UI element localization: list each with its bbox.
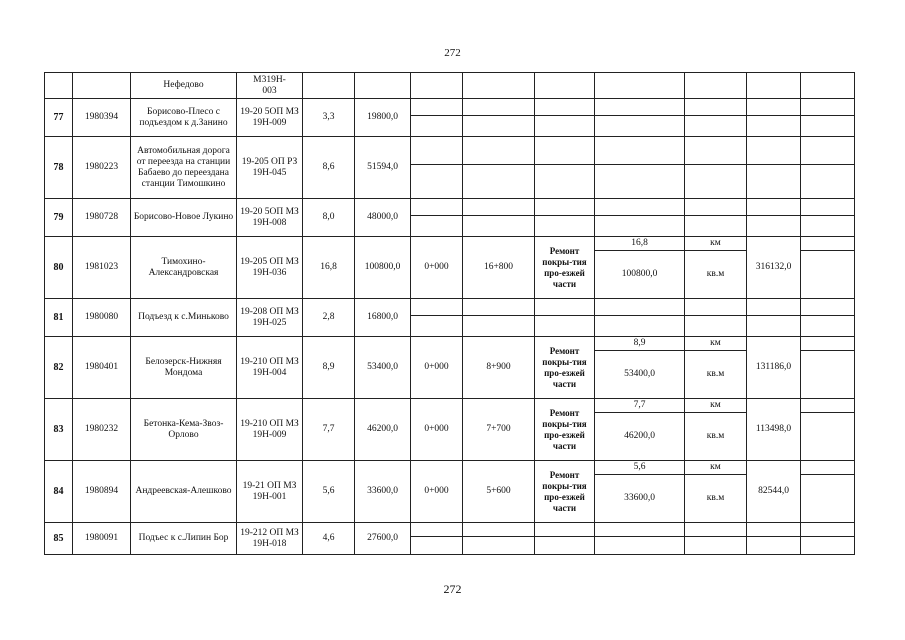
empty-cell (685, 537, 747, 555)
work-area-unit: кв.м (685, 351, 747, 399)
empty-cell (685, 99, 747, 116)
roads-register-table (44, 72, 855, 555)
empty-cell (747, 537, 801, 555)
road-code-cell: М319Н- 003 (237, 73, 303, 99)
road-area: 100800,0 (355, 237, 411, 299)
empty-cell (463, 165, 535, 199)
work-area: 33600,0 (595, 475, 685, 523)
row-number: 85 (45, 523, 73, 555)
empty-cell (685, 165, 747, 199)
empty-cell (411, 199, 463, 216)
road-length: 2,8 (303, 299, 355, 337)
empty-cell (801, 337, 855, 351)
road-name: Бетонка-Кема-Звоз-Орлово (131, 399, 237, 461)
empty-cell (685, 199, 747, 216)
road-id: 1980232 (73, 399, 131, 461)
road-code: 19-212 ОП МЗ 19Н-018 (237, 523, 303, 555)
empty-cell (463, 137, 535, 165)
section-end: 5+600 (463, 461, 535, 523)
table-row (45, 337, 855, 351)
work-area: 53400,0 (595, 351, 685, 399)
empty-cell (801, 237, 855, 251)
table-row (45, 137, 855, 165)
empty-cell (801, 116, 855, 137)
work-cost: 131186,0 (747, 337, 801, 399)
empty-cell (801, 251, 855, 299)
empty-cell (801, 537, 855, 555)
empty-cell (463, 199, 535, 216)
road-length: 3,3 (303, 99, 355, 137)
row-number: 79 (45, 199, 73, 237)
empty-cell (747, 316, 801, 337)
empty-cell (535, 537, 595, 555)
empty-cell (411, 116, 463, 137)
empty-cell (535, 165, 595, 199)
road-code: 19-21 ОП МЗ 19Н-001 (237, 461, 303, 523)
empty-cell (685, 299, 747, 316)
row-number: 78 (45, 137, 73, 199)
empty-cell (595, 216, 685, 237)
empty-cell (411, 137, 463, 165)
road-id: 1980728 (73, 199, 131, 237)
empty-cell (747, 216, 801, 237)
road-name: Борисово-Плесо с подъездом к д.Занино (131, 99, 237, 137)
work-type: Ремонт покры-тия про-езжей части (535, 337, 595, 399)
empty-cell (535, 299, 595, 316)
road-id: 1980080 (73, 299, 131, 337)
empty-cell (595, 116, 685, 137)
road-code: 19-205 ОП РЗ 19Н-045 (237, 137, 303, 199)
empty-cell (747, 165, 801, 199)
empty-cell (535, 99, 595, 116)
section-start: 0+000 (411, 337, 463, 399)
road-length: 7,7 (303, 399, 355, 461)
table-row (45, 299, 855, 316)
work-length: 8,9 (595, 337, 685, 351)
empty-cell (801, 399, 855, 413)
road-length: 8,0 (303, 199, 355, 237)
work-area: 46200,0 (595, 413, 685, 461)
empty-cell (535, 216, 595, 237)
empty-cell (411, 523, 463, 537)
road-name: Тимохино-Александровская (131, 237, 237, 299)
work-type: Ремонт покры-тия про-езжей части (535, 461, 595, 523)
road-id: 1980894 (73, 461, 131, 523)
empty-cell (685, 137, 747, 165)
road-name: Андреевская-Алешково (131, 461, 237, 523)
empty-cell (535, 116, 595, 137)
empty-cell (595, 537, 685, 555)
page-number-top: 272 (444, 47, 461, 59)
road-code: 19-210 ОП МЗ 19Н-004 (237, 337, 303, 399)
work-cost: 113498,0 (747, 399, 801, 461)
empty-cell (747, 299, 801, 316)
work-area: 100800,0 (595, 251, 685, 299)
empty-cell (595, 316, 685, 337)
empty-cell (535, 316, 595, 337)
empty-cell (535, 523, 595, 537)
empty-cell (463, 316, 535, 337)
row-number: 81 (45, 299, 73, 337)
empty-cell (411, 165, 463, 199)
empty-cell (747, 116, 801, 137)
row-number: 77 (45, 99, 73, 137)
road-id: 1980091 (73, 523, 131, 555)
empty-cell (685, 116, 747, 137)
empty-cell (463, 116, 535, 137)
road-area: 27600,0 (355, 523, 411, 555)
road-length: 8,6 (303, 137, 355, 199)
row-number: 83 (45, 399, 73, 461)
empty-cell (747, 99, 801, 116)
road-id: 1980401 (73, 337, 131, 399)
work-length-unit: км (685, 461, 747, 475)
table-row (45, 73, 855, 99)
page-number-bottom: 272 (443, 582, 462, 596)
row-number: 84 (45, 461, 73, 523)
road-code: 19-208 ОП МЗ 19Н-025 (237, 299, 303, 337)
empty-cell (463, 537, 535, 555)
work-length-unit: км (685, 337, 747, 351)
section-end: 16+800 (463, 237, 535, 299)
road-id: 1980394 (73, 99, 131, 137)
work-cost: 316132,0 (747, 237, 801, 299)
road-code: 19-20 5ОП МЗ 19Н-009 (237, 99, 303, 137)
empty-cell (801, 99, 855, 116)
work-area-unit: кв.м (685, 413, 747, 461)
road-name: Подъес к с.Липин Бор (131, 523, 237, 555)
empty-cell (801, 199, 855, 216)
empty-cell (411, 316, 463, 337)
work-type: Ремонт покры-тия про-езжей части (535, 237, 595, 299)
empty-cell (595, 165, 685, 199)
section-start: 0+000 (411, 399, 463, 461)
work-area-unit: кв.м (685, 475, 747, 523)
section-start: 0+000 (411, 237, 463, 299)
road-length: 5,6 (303, 461, 355, 523)
work-area-unit: кв.м (685, 251, 747, 299)
road-area: 51594,0 (355, 137, 411, 199)
work-length: 16,8 (595, 237, 685, 251)
empty-cell (801, 216, 855, 237)
empty-cell (411, 537, 463, 555)
empty-cell (595, 99, 685, 116)
empty-cell (801, 413, 855, 461)
empty-cell (411, 216, 463, 237)
empty-cell (595, 299, 685, 316)
empty-cell (685, 523, 747, 537)
empty-cell (595, 523, 685, 537)
empty-cell (411, 99, 463, 116)
empty-cell (411, 299, 463, 316)
empty-cell (463, 99, 535, 116)
road-name: Белозерск-Нижняя Мондома (131, 337, 237, 399)
empty-cell (747, 137, 801, 165)
empty-cell (801, 461, 855, 475)
row-number: 80 (45, 237, 73, 299)
empty-cell (801, 523, 855, 537)
road-area: 19800,0 (355, 99, 411, 137)
empty-cell (747, 523, 801, 537)
road-code: 19-205 ОП МЗ 19Н-036 (237, 237, 303, 299)
empty-cell (463, 523, 535, 537)
road-area: 46200,0 (355, 399, 411, 461)
empty-cell (535, 199, 595, 216)
empty-cell (463, 216, 535, 237)
road-name: Автомобильная дорога от переезда на станции Бабаево до переездана станции Тимошкино (131, 137, 237, 199)
section-end: 8+900 (463, 337, 535, 399)
road-area: 16800,0 (355, 299, 411, 337)
table-row (45, 99, 855, 116)
road-name: Подъезд к с.Миньково (131, 299, 237, 337)
empty-cell (685, 216, 747, 237)
table-body (45, 73, 855, 555)
section-end: 7+700 (463, 399, 535, 461)
empty-cell (747, 199, 801, 216)
road-area: 53400,0 (355, 337, 411, 399)
table-row (45, 399, 855, 413)
empty-cell (801, 316, 855, 337)
road-length: 8,9 (303, 337, 355, 399)
empty-cell (801, 475, 855, 523)
empty-cell (463, 299, 535, 316)
section-start: 0+000 (411, 461, 463, 523)
empty-cell (595, 137, 685, 165)
empty-cell (801, 351, 855, 399)
table-row (45, 199, 855, 216)
road-code: 19-20 5ОП МЗ 19Н-008 (237, 199, 303, 237)
road-length: 4,6 (303, 523, 355, 555)
empty-cell (595, 199, 685, 216)
road-area: 33600,0 (355, 461, 411, 523)
work-length-unit: км (685, 237, 747, 251)
empty-cell (801, 299, 855, 316)
empty-cell (801, 165, 855, 199)
road-code: 19-210 ОП МЗ 19Н-009 (237, 399, 303, 461)
work-length: 7,7 (595, 399, 685, 413)
empty-cell (535, 137, 595, 165)
road-id: 1981023 (73, 237, 131, 299)
empty-cell (685, 316, 747, 337)
work-length: 5,6 (595, 461, 685, 475)
road-area: 48000,0 (355, 199, 411, 237)
road-name-cell: Нефедово (131, 73, 237, 99)
work-type: Ремонт покры-тия про-езжей части (535, 399, 595, 461)
table-row (45, 523, 855, 537)
table-row (45, 461, 855, 475)
work-cost: 82544,0 (747, 461, 801, 523)
table-row (45, 237, 855, 251)
empty-cell (801, 137, 855, 165)
row-number: 82 (45, 337, 73, 399)
work-length-unit: км (685, 399, 747, 413)
road-length: 16,8 (303, 237, 355, 299)
road-name: Борисово-Новое Лукино (131, 199, 237, 237)
road-id: 1980223 (73, 137, 131, 199)
